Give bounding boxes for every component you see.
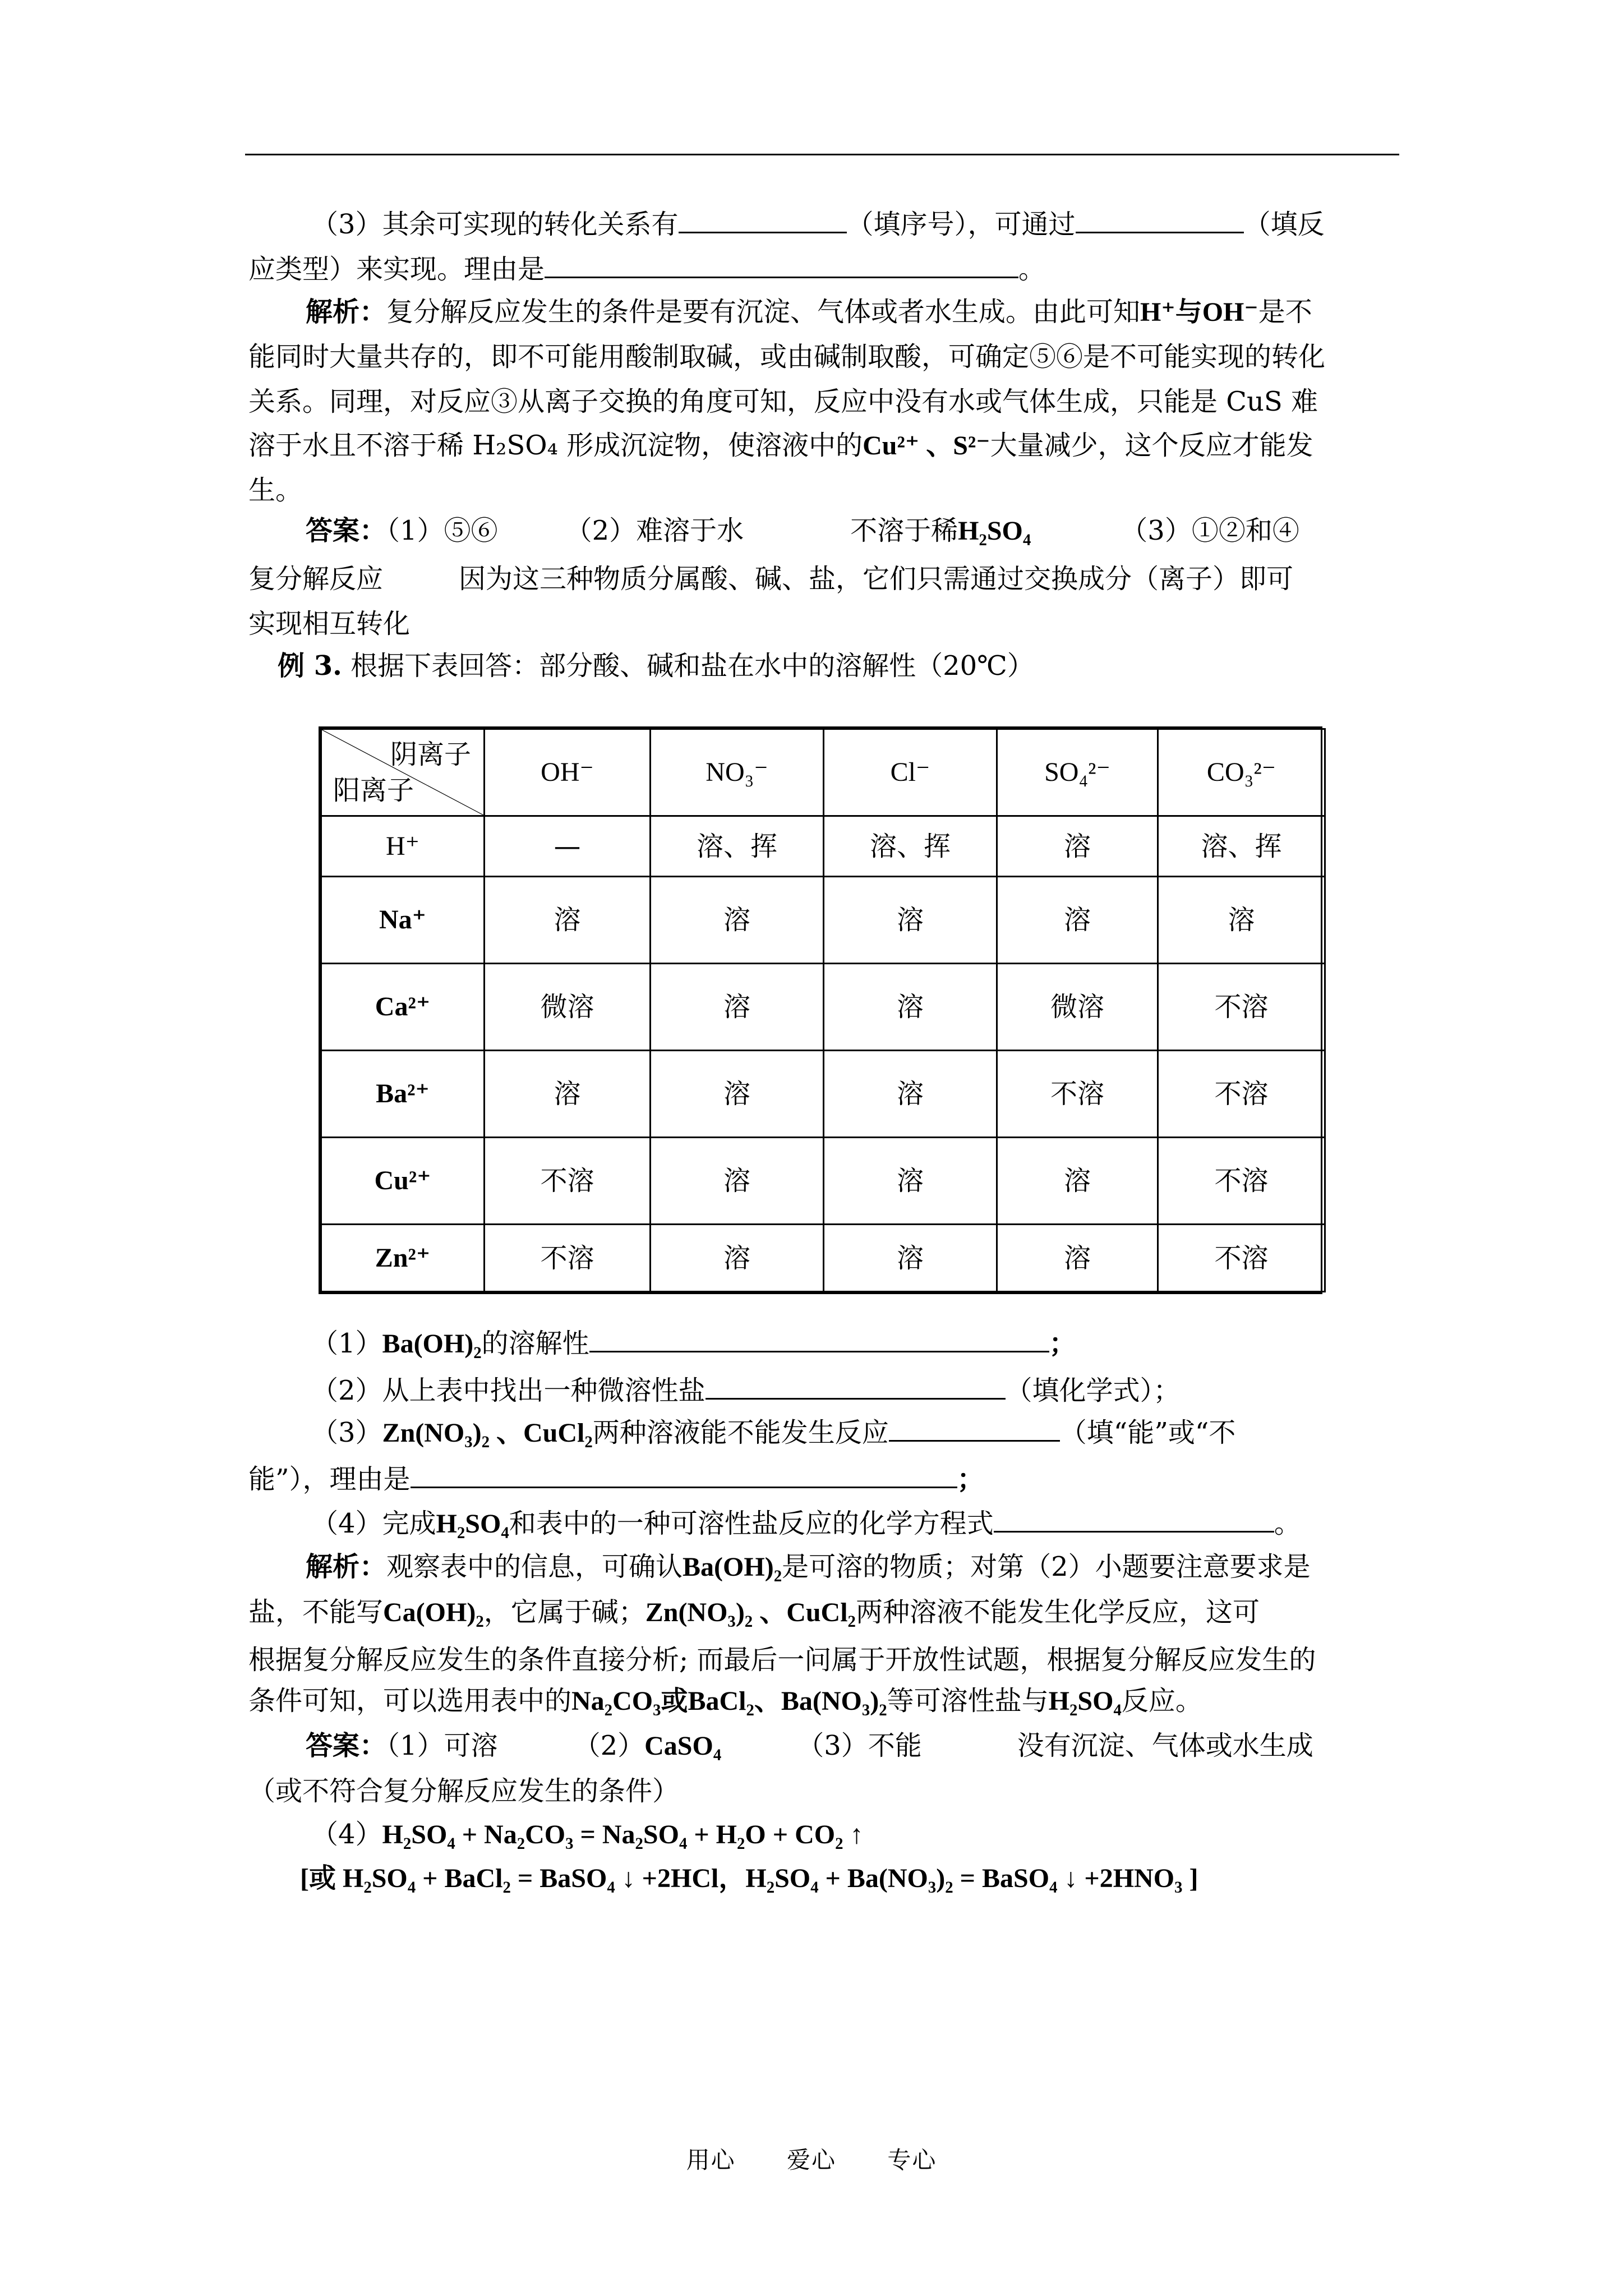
solubility-cell: 溶、挥 (1158, 816, 1325, 877)
answer1-line3: 实现相互转化 (248, 608, 411, 639)
example3-heading: 例 3. 根据下表回答：部分酸、碱和盐在水中的溶解性（20℃） (278, 650, 1034, 682)
solubility-cell: 不溶 (997, 1051, 1158, 1138)
solubility-cell: 溶 (824, 1051, 997, 1138)
anion-header: Cl⁻ (824, 729, 997, 816)
solubility-cell: 溶 (824, 877, 997, 964)
answer2-equation-1: （4）H₂SO₄ + Na₂CO₃ = Na₂SO₄ + H₂O + CO₂ ↑ (311, 1819, 864, 1850)
footer-text: 用心 (686, 2146, 736, 2174)
solubility-cell: 溶 (651, 964, 824, 1051)
solubility-cell: 溶 (651, 1225, 824, 1292)
answer2-equation-2: [或 H₂SO₄ + BaCl₂ = BaSO₄ ↓ +2HCl，H₂SO₄ + Ba(NO₃)₂ = BaSO₄ ↓ +2HNO₃ ] (300, 1864, 1198, 1893)
solubility-cell: 溶、挥 (824, 816, 997, 877)
table-row (321, 964, 1325, 1051)
solubility-cell: 溶 (485, 1051, 651, 1138)
analysis1-line5: 生。 (248, 475, 303, 506)
cation-cell: H⁺ (321, 816, 485, 877)
footer-text: 爱心 (786, 2146, 836, 2174)
solubility-cell: 溶 (651, 877, 824, 964)
question-2: （2）从上表中找出一种微溶性盐 （填化学式）； (311, 1375, 1181, 1406)
question-4: （4）完成H₂SO₄和表中的一种可溶性盐反应的化学方程式 。 (311, 1508, 1301, 1539)
solubility-cell: 不溶 (1158, 1138, 1325, 1225)
solubility-cell: — (485, 816, 651, 877)
table-row (321, 1138, 1325, 1225)
analysis2-line1: 解析：观察表中的信息，可确认Ba(OH)₂是可溶的物质；对第（2）小题要注意要求是 (306, 1551, 1311, 1582)
answer1-line1: 答案：（1）⑤⑥ （2）难溶于水 不溶于稀H₂SO₄ （3）①②和④ (306, 515, 1299, 546)
blank[interactable] (411, 1464, 957, 1488)
cation-cell: Zn²⁺ (321, 1225, 485, 1292)
blank[interactable] (706, 1375, 1006, 1400)
cation-cell: Cu²⁺ (321, 1138, 485, 1225)
solubility-cell: 微溶 (485, 964, 651, 1051)
analysis1-line1: 解析：复分解反应发生的条件是要有沉淀、气体或者水生成。由此可知H⁺与OH⁻是不 (306, 296, 1312, 328)
table-row (321, 816, 1325, 877)
table-row (321, 877, 1325, 964)
solubility-cell: 溶 (997, 1225, 1158, 1292)
solubility-cell: 不溶 (485, 1138, 651, 1225)
solubility-cell: 不溶 (1158, 964, 1325, 1051)
solubility-cell: 溶 (824, 1225, 997, 1292)
solubility-cell: 溶、挥 (651, 816, 824, 877)
analysis1-line4: 溶于水且不溶于稀 H₂SO₄ 形成沉淀物，使溶液中的Cu²⁺ 、S²⁻大量减少，这个反应才能发 (248, 430, 1313, 461)
question-3: （3）Zn(NO₃)₂ 、CuCl₂两种溶液能不能发生反应 （填“能”或“不 (311, 1417, 1236, 1448)
anion-header: NO₃⁻ (651, 729, 824, 816)
solubility-table (319, 726, 1322, 1294)
analysis1-line3: 关系。同理，对反应③从离子交换的角度可知，反应中没有水或气体生成，只能是 CuS 难 (248, 386, 1318, 417)
solubility-cell: 溶 (1158, 877, 1325, 964)
header-rule (245, 154, 1399, 155)
cation-cell: Ca²⁺ (321, 964, 485, 1051)
blank[interactable] (994, 1508, 1274, 1533)
blank[interactable] (679, 209, 847, 233)
solubility-cell: 溶 (997, 877, 1158, 964)
table-row (321, 1051, 1325, 1138)
solubility-cell: 溶 (651, 1051, 824, 1138)
anion-header: OH⁻ (485, 729, 651, 816)
question-3-line2: 能”），理由是 ； (248, 1464, 984, 1495)
analysis1-line2: 能同时大量共存的，即不可能用酸制取碱，或由碱制取酸，可确定⑤⑥是不可能实现的转化 (248, 341, 1326, 372)
analysis2-line3: 根据复分解反应发生的条件直接分析; 而最后一问属于开放性试题，根据复分解反应发生的 (248, 1644, 1316, 1676)
question-1: （1）Ba(OH)₂的溶解性 ； (311, 1328, 1076, 1359)
blank[interactable] (1076, 209, 1244, 233)
solubility-cell: 溶 (485, 877, 651, 964)
anion-header: SO₄²⁻ (997, 729, 1158, 816)
part3-line2: 应类型）来实现。理由是 。 (248, 254, 1046, 285)
table-header-row (321, 729, 1325, 816)
cation-cell: Na⁺ (321, 877, 485, 964)
blank[interactable] (589, 1328, 1049, 1352)
solubility-cell: 溶 (997, 1138, 1158, 1225)
answer2-line2: （或不符合复分解反应发生的条件） (248, 1775, 680, 1807)
analysis2-line2: 盐，不能写Ca(OH)₂，它属于碱；Zn(NO₃)₂ 、CuCl₂两种溶液不能发生化学反应，这可 (248, 1596, 1260, 1628)
solubility-cell: 溶 (997, 816, 1158, 877)
blank[interactable] (545, 254, 1018, 278)
footer-text: 专心 (887, 2146, 937, 2174)
blank[interactable] (889, 1418, 1060, 1442)
table-row (321, 1225, 1325, 1292)
anion-label: 阴离子 (390, 739, 471, 770)
solubility-cell: 溶 (824, 964, 997, 1051)
part3-line1: （3）其余可实现的转化关系有 （填序号），可通过 （填反 (311, 209, 1325, 240)
cation-label: 阳离子 (333, 775, 414, 806)
answer2-line1: 答案：（1）可溶 （2）CaSO₄ （3）不能 没有沉淀、气体或水生成 (306, 1730, 1313, 1761)
table-corner-cell (321, 729, 485, 816)
cation-cell: Ba²⁺ (321, 1051, 485, 1138)
solubility-cell: 微溶 (997, 964, 1158, 1051)
solubility-cell: 溶 (651, 1138, 824, 1225)
anion-header: CO₃²⁻ (1158, 729, 1325, 816)
analysis2-line4: 条件可知，可以选用表中的Na₂CO₃或BaCl₂、Ba(NO₃)₂等可溶性盐与H₂SO₄反应。 (248, 1685, 1202, 1717)
solubility-cell: 不溶 (485, 1225, 651, 1292)
page-footer (0, 2148, 1623, 2172)
solubility-cell: 不溶 (1158, 1225, 1325, 1292)
solubility-cell: 溶 (824, 1138, 997, 1225)
solubility-cell: 不溶 (1158, 1051, 1325, 1138)
answer1-line2: 复分解反应 因为这三种物质分属酸、碱、盐，它们只需通过交换成分（离子）即可 (248, 563, 1294, 595)
